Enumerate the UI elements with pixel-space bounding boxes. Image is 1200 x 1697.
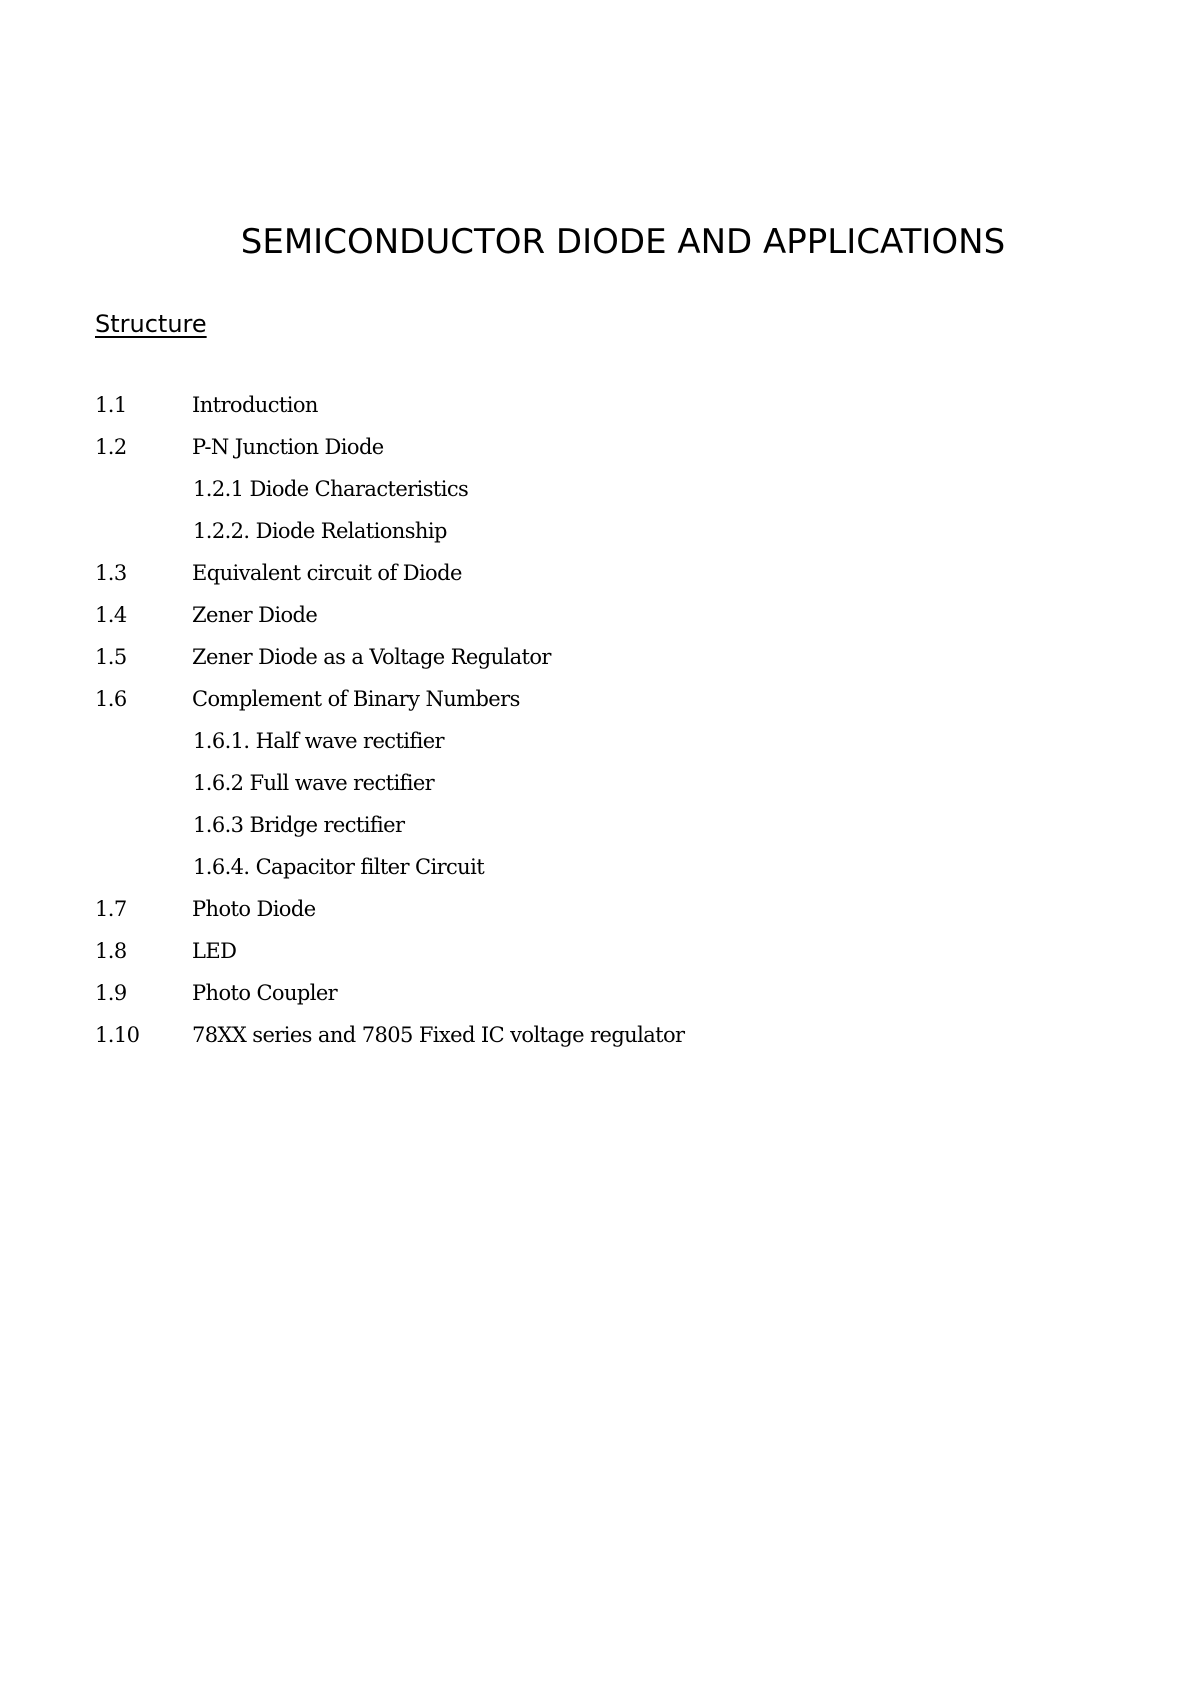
toc-entry-label: 78XX series and 7805 Fixed IC voltage regulator <box>192 1023 685 1047</box>
toc-entry-label: Equivalent circuit of Diode <box>192 561 462 585</box>
toc-subentry <box>95 810 1095 852</box>
toc-subentry <box>95 852 1095 894</box>
toc-entry-label: LED <box>192 939 237 963</box>
toc-entry-label: Complement of Binary Numbers <box>192 687 520 711</box>
toc-entry-label: 1.6.4. Capacitor filter Circuit <box>193 855 485 879</box>
toc-entry <box>95 432 1095 474</box>
toc-subentry <box>95 726 1095 768</box>
toc-entry-label: P-N Junction Diode <box>192 435 384 459</box>
toc-entry <box>95 600 1095 642</box>
toc-entry-number: 1.6 <box>95 687 127 711</box>
toc-subentry <box>95 474 1095 516</box>
toc-entry <box>95 642 1095 684</box>
toc-subentry <box>95 516 1095 558</box>
toc-entry <box>95 936 1095 978</box>
toc-entry-number: 1.7 <box>95 897 127 921</box>
toc-entry-label: 1.6.2 Full wave rectifier <box>193 771 435 795</box>
toc-entry-label: Introduction <box>192 393 318 417</box>
toc-entry-number: 1.2 <box>95 435 127 459</box>
toc-entry-label: 1.2.2. Diode Relationship <box>193 519 447 543</box>
toc-entry <box>95 1020 1095 1062</box>
toc-entry-label: Zener Diode <box>192 603 318 627</box>
toc-entry-label: 1.6.1. Half wave rectifier <box>193 729 444 753</box>
toc-entry-label: 1.2.1 Diode Characteristics <box>193 477 469 501</box>
toc-entry <box>95 684 1095 726</box>
toc-entry-number: 1.1 <box>95 393 127 417</box>
toc-entry-label: Zener Diode as a Voltage Regulator <box>192 645 551 669</box>
toc-entry-label: Photo Diode <box>192 897 316 921</box>
toc-entry <box>95 390 1095 432</box>
toc-subentry <box>95 768 1095 810</box>
toc-entry-label: 1.6.3 Bridge rectifier <box>193 813 405 837</box>
toc-entry-number: 1.4 <box>95 603 127 627</box>
table-of-contents <box>95 390 1095 1062</box>
toc-entry-label: Photo Coupler <box>192 981 338 1005</box>
toc-entry-number: 1.3 <box>95 561 127 585</box>
toc-entry <box>95 558 1095 600</box>
toc-entry-number: 1.5 <box>95 645 127 669</box>
toc-entry-number: 1.10 <box>95 1023 140 1047</box>
section-heading-structure: Structure <box>95 310 207 338</box>
page-title: SEMICONDUCTOR DIODE AND APPLICATIONS <box>240 222 1006 262</box>
toc-entry-number: 1.9 <box>95 981 127 1005</box>
toc-entry <box>95 978 1095 1020</box>
toc-entry <box>95 894 1095 936</box>
toc-entry-number: 1.8 <box>95 939 127 963</box>
